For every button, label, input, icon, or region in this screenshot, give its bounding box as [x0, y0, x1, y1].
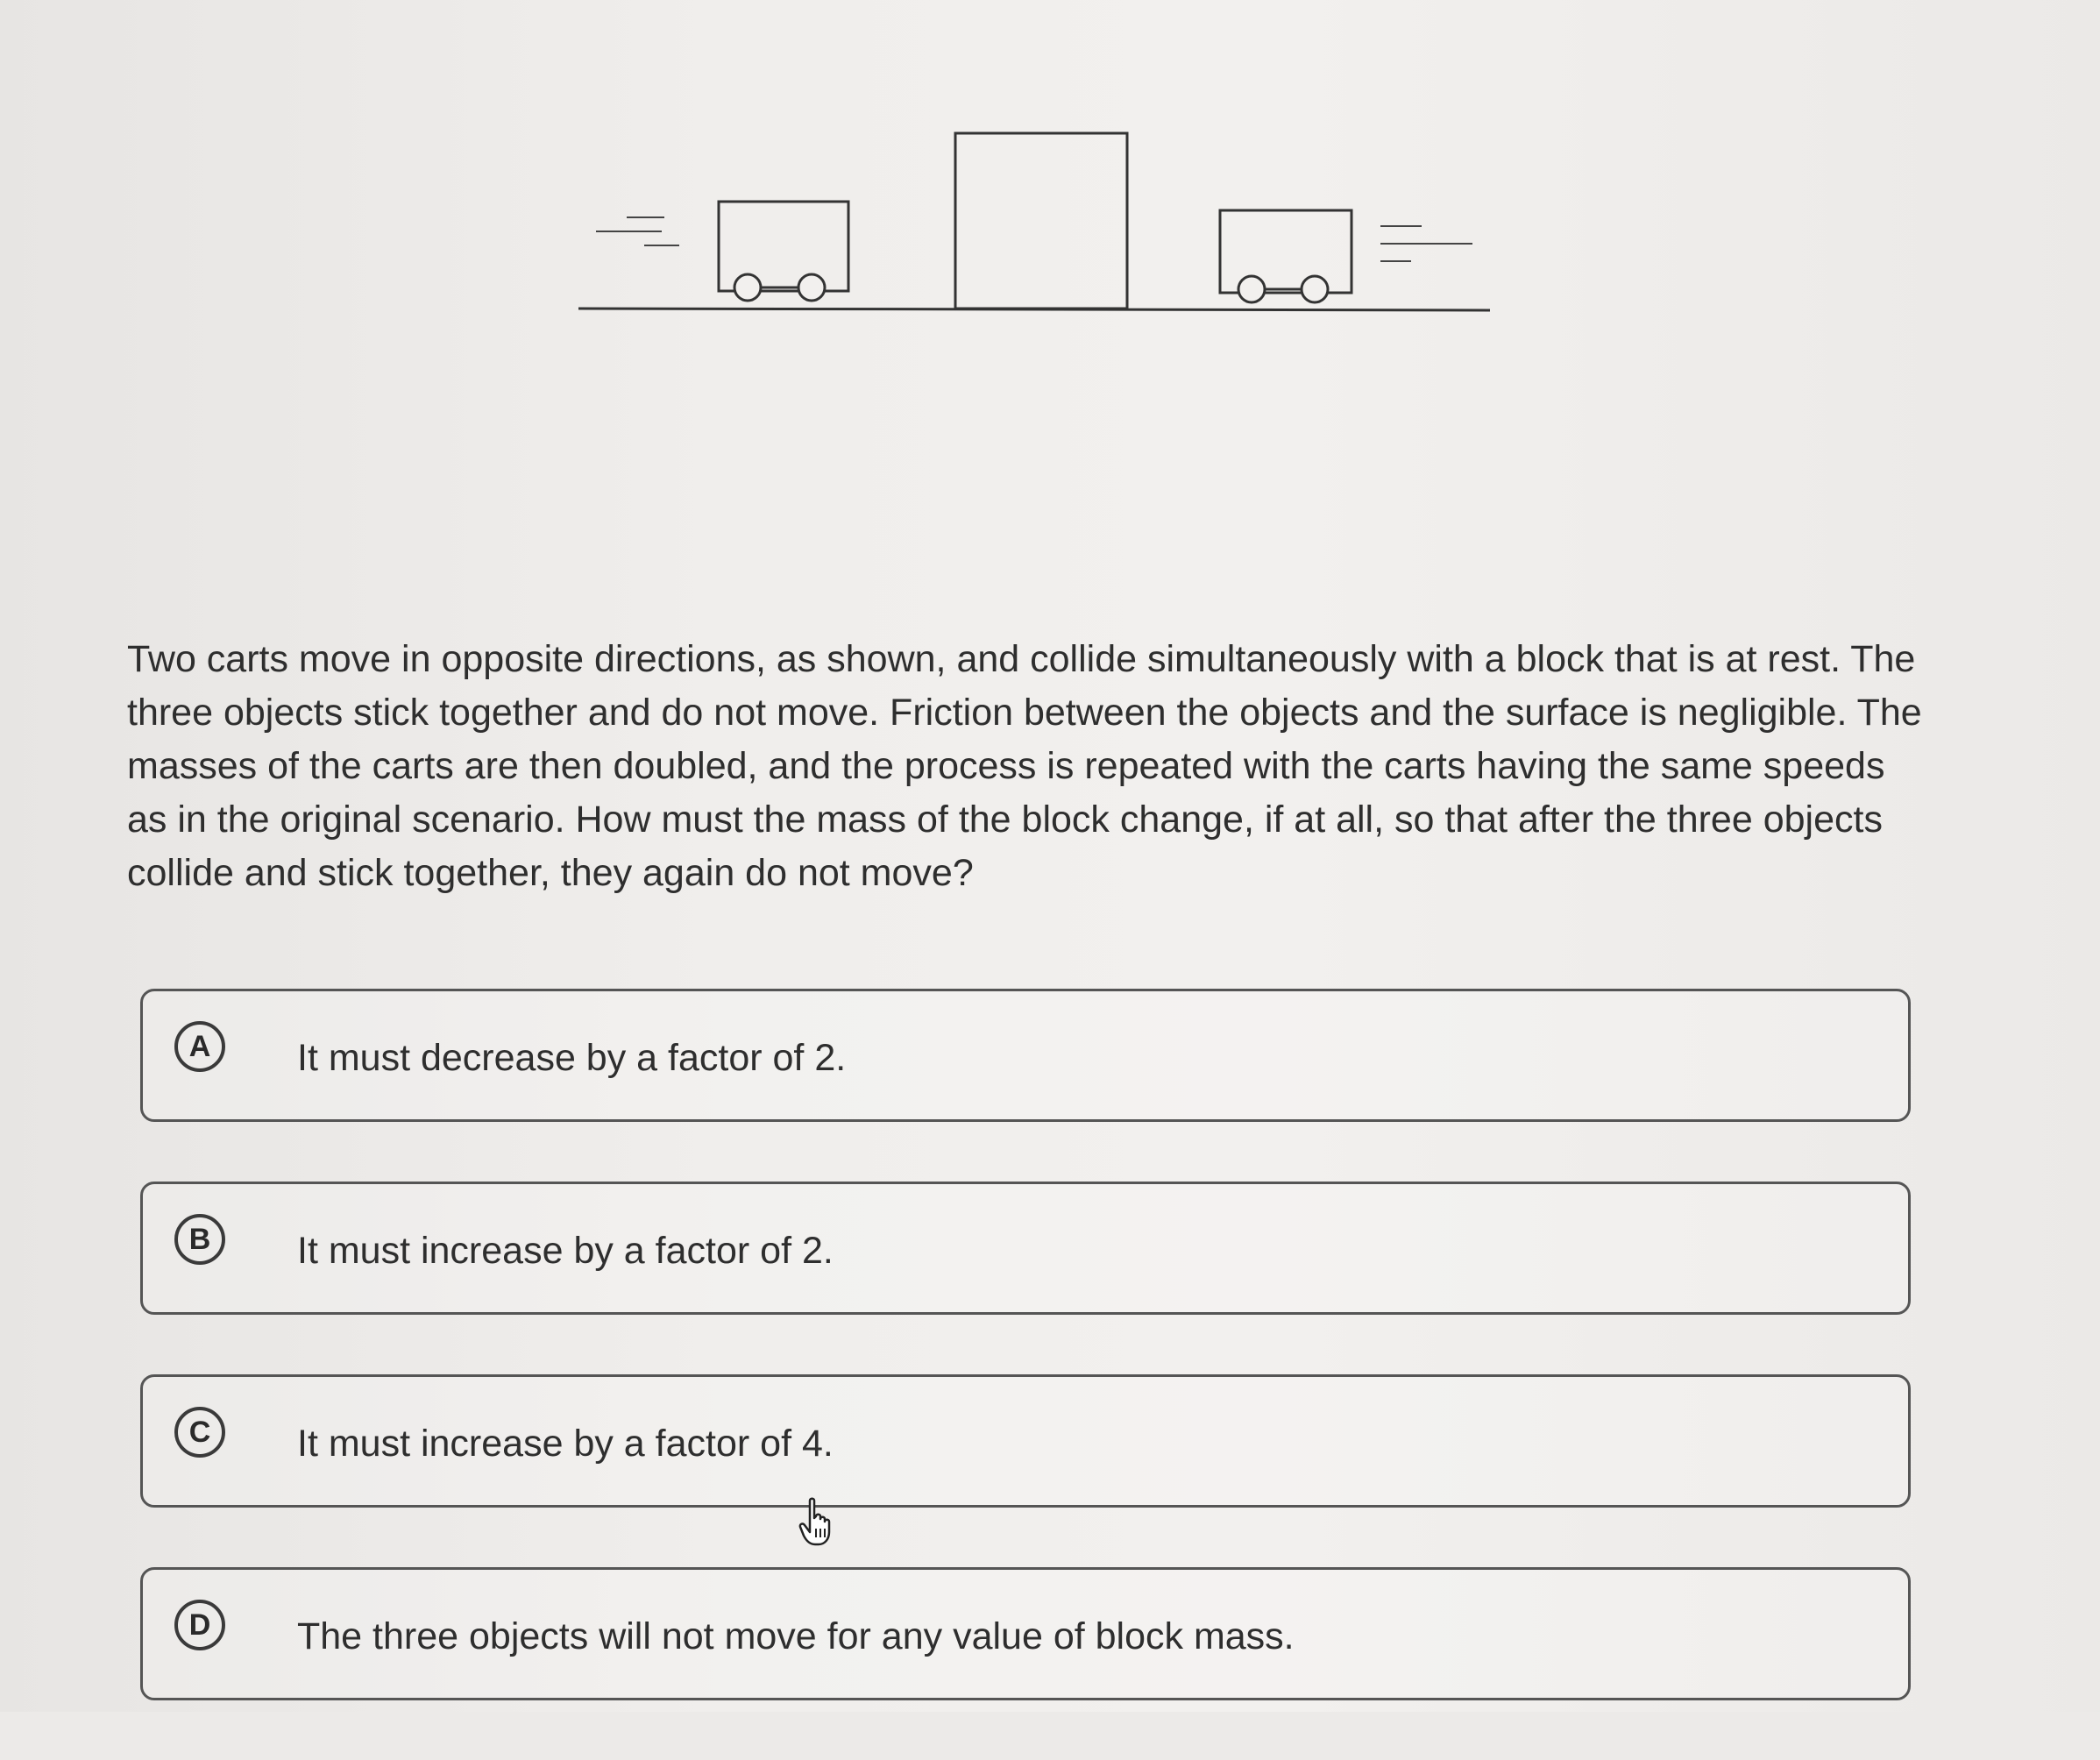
- option-a-letter: A: [174, 1021, 225, 1072]
- option-d-text: The three objects will not move for any value of block mass.: [297, 1615, 1295, 1657]
- option-b-text: It must increase by a factor of 2.: [297, 1230, 834, 1272]
- option-d-letter: D: [174, 1600, 225, 1650]
- block: [955, 133, 1127, 309]
- right-cart-wheel-2: [1302, 276, 1328, 302]
- option-b-letter: B: [174, 1214, 225, 1265]
- right-cart-body: [1220, 210, 1352, 293]
- hand-pointer-icon: [798, 1497, 838, 1546]
- option-c[interactable]: [140, 1374, 1911, 1508]
- left-cart-wheel-2: [798, 274, 825, 301]
- option-d[interactable]: [140, 1567, 1911, 1700]
- option-a-text: It must decrease by a factor of 2.: [297, 1037, 847, 1079]
- answer-options: [140, 989, 1911, 1760]
- option-a[interactable]: [140, 989, 1911, 1122]
- option-b[interactable]: [140, 1182, 1911, 1315]
- option-c-text: It must increase by a factor of 4.: [297, 1423, 834, 1465]
- collision-diagram-svg: [561, 114, 1508, 324]
- left-cart-wheel-1: [734, 274, 761, 301]
- option-c-letter: C: [174, 1407, 225, 1458]
- right-cart-wheel-1: [1238, 276, 1265, 302]
- collision-diagram: [561, 114, 1508, 324]
- question-text: Two carts move in opposite directions, as shown, and collide simultaneously with a block that is at rest. The three objects stick together and do not move. Friction between the objects and the surface is negligible. The masses of the carts are then doubled, and the process is repeated with the carts having the same speeds as in the original scenario. How must the mass of the block change, if at all, so that after the three objects collide and stick together, they again do not move?: [127, 638, 1922, 894]
